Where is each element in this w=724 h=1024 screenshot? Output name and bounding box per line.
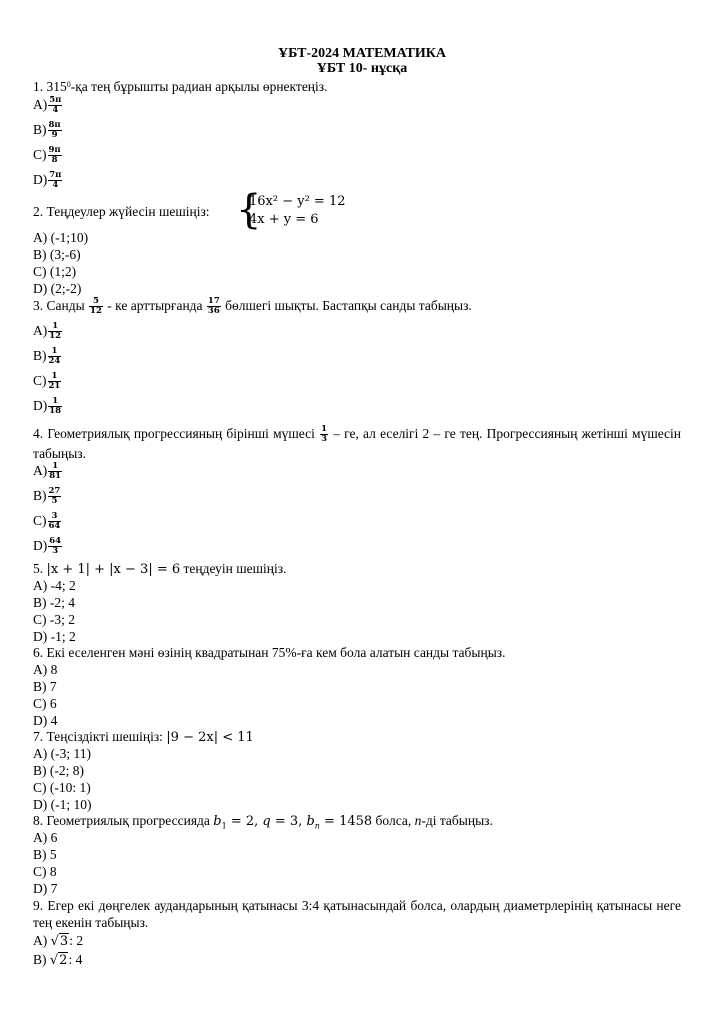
option-c[interactable]: C) $\frac{3}{64}$ xyxy=(33,511,61,532)
equation-1: 16x² − y² = 12 xyxy=(249,194,346,209)
option-b[interactable]: B) √2: 4 xyxy=(33,952,83,968)
question-6 xyxy=(33,644,505,661)
option-a[interactable]: A) $\frac{1}{81}$ xyxy=(33,461,62,482)
question-2 xyxy=(33,203,210,220)
fraction: $\frac{3}{64}$ xyxy=(48,511,61,532)
option-b[interactable]: B) (3;-6) xyxy=(33,247,81,262)
option-c[interactable]: C) $\frac{9\pi}{8}$ xyxy=(33,145,61,166)
question-8: 8. Геометриялық прогрессияда $b_1 = 2$, q = 3, $b_n = 1458$ болса, n-ді табыңыз. xyxy=(33,813,493,831)
question-9 xyxy=(33,897,681,931)
question-5 xyxy=(33,560,286,578)
question-1 xyxy=(33,78,328,95)
fraction: $\frac{9\pi}{8}$ xyxy=(48,145,61,166)
question-number: 6. xyxy=(33,645,44,660)
question-number: 1. xyxy=(33,79,44,94)
fraction: $\frac{1}{3}$ xyxy=(321,424,327,445)
option-a[interactable]: A) $\frac{1}{12}$ xyxy=(33,321,62,342)
system-brace: { xyxy=(236,187,262,233)
fraction: $\frac{1}{12}$ xyxy=(49,321,62,342)
question-3: 3. Санды $\frac{5}{12}$ - ке арттырғанда $\frac{17}{36}$ бөлшегі шықты. Бастапқы санды табыңыз. xyxy=(33,296,472,317)
page-title: ҰБТ-2024 МАТЕМАТИКА xyxy=(277,46,447,61)
question-text: Екі еселенген мәні өзінің квадратынан 75%-ға кем бола алатын санды табыңыз. xyxy=(46,645,506,660)
page-subtitle: ҰБТ 10- нұсқа xyxy=(316,61,408,76)
option-a[interactable]: A) √3: 2 xyxy=(33,933,84,949)
option-d[interactable]: D) $\frac{7\pi}{4}$ xyxy=(33,170,62,191)
fraction: $\frac{5}{12}$ xyxy=(90,296,102,317)
option-b[interactable]: B) $\frac{27}{5}$ xyxy=(33,486,61,507)
question-number: 4. xyxy=(33,426,44,441)
option-d[interactable]: D) (-1; 10) xyxy=(33,797,92,812)
option-a[interactable]: A) (-1;10) xyxy=(33,230,89,245)
equation: |x + 1| + |x − 3| = 6 xyxy=(46,562,181,577)
question-number: 9. xyxy=(33,898,44,913)
fraction: $\frac{27}{5}$ xyxy=(48,486,61,507)
option-d[interactable]: D) $\frac{64}{3}$ xyxy=(33,536,62,557)
equation-2: 4x + y = 6 xyxy=(249,212,319,227)
fraction: $\frac{8\pi}{9}$ xyxy=(48,120,61,141)
option-d[interactable]: D) $\frac{1}{18}$ xyxy=(33,396,62,417)
option-a[interactable]: A) 8 xyxy=(33,662,58,677)
fraction: $\frac{1}{24}$ xyxy=(48,346,61,367)
option-d[interactable]: D) 4 xyxy=(33,713,58,728)
degree-mark: 0 xyxy=(66,80,71,89)
option-d[interactable]: D) (2;-2) xyxy=(33,281,82,296)
fraction: $\frac{1}{18}$ xyxy=(49,396,62,417)
question-text: Теңсіздікті шешіңіз: xyxy=(46,729,163,744)
option-b[interactable]: B) -2; 4 xyxy=(33,595,75,610)
question-7 xyxy=(33,728,254,746)
question-4: 4. Геометриялық прогрессияның бірінші мүшесі $\frac{1}{3}$ – ге, ал еселігі 2 – ге тең. Прогрессияның жетінші мүшесін табыңыз. xyxy=(33,424,682,462)
fraction: $\frac{1}{21}$ xyxy=(48,371,61,392)
question-number: 8. xyxy=(33,813,44,828)
fraction: $\frac{7\pi}{4}$ xyxy=(49,170,62,191)
option-b[interactable]: B) 7 xyxy=(33,679,57,694)
question-number: 7. xyxy=(33,729,44,744)
option-b[interactable]: B) $\frac{1}{24}$ xyxy=(33,346,61,367)
question-text: теңдеуін шешіңіз. xyxy=(183,561,287,576)
formula: $b_1 = 2$, q = 3, $b_n = 1458$ xyxy=(213,814,373,831)
sqrt: √2 xyxy=(49,953,68,968)
option-b[interactable]: B) (-2; 8) xyxy=(33,763,84,778)
option-c[interactable]: C) 6 xyxy=(33,696,57,711)
option-b[interactable]: B) $\frac{8\pi}{9}$ xyxy=(33,120,61,141)
option-a[interactable]: A) -4; 2 xyxy=(33,578,76,593)
option-a[interactable]: A) $\frac{5\pi}{4}$ xyxy=(33,95,62,116)
option-a[interactable]: A) 6 xyxy=(33,830,58,845)
option-c[interactable]: C) (1;2) xyxy=(33,264,77,279)
option-b[interactable]: B) 5 xyxy=(33,847,57,862)
question-number: 3. xyxy=(33,298,44,313)
question-text: Егер екі дөңгелек аудандарының қатынасы 3:4 қатынасындай болса, олардың диаметрлерінің қатынасы неге тең екенін табыңыз. xyxy=(33,898,681,930)
question-number: 2. xyxy=(33,204,44,219)
question-text: Теңдеулер жүйесін шешіңіз: xyxy=(46,204,210,219)
option-c[interactable]: C) $\frac{1}{21}$ xyxy=(33,371,61,392)
inequality: |9 − 2x| < 11 xyxy=(166,730,254,745)
question-number: 5. xyxy=(33,561,44,576)
option-c[interactable]: C) (-10: 1) xyxy=(33,780,91,795)
option-a[interactable]: A) (-3; 11) xyxy=(33,746,91,761)
angle-value: 315 xyxy=(46,79,67,94)
sqrt: √3 xyxy=(50,934,69,949)
fraction: $\frac{17}{36}$ xyxy=(207,296,220,317)
option-c[interactable]: C) -3; 2 xyxy=(33,612,75,627)
option-d[interactable]: D) -1; 2 xyxy=(33,629,76,644)
fraction: $\frac{64}{3}$ xyxy=(49,536,62,557)
option-c[interactable]: C) 8 xyxy=(33,864,57,879)
option-d[interactable]: D) 7 xyxy=(33,881,58,896)
fraction: $\frac{1}{81}$ xyxy=(49,461,62,482)
fraction: $\frac{5\pi}{4}$ xyxy=(49,95,62,116)
question-text: -қа тең бұрышты радиан арқылы өрнектеңіз. xyxy=(70,79,328,94)
